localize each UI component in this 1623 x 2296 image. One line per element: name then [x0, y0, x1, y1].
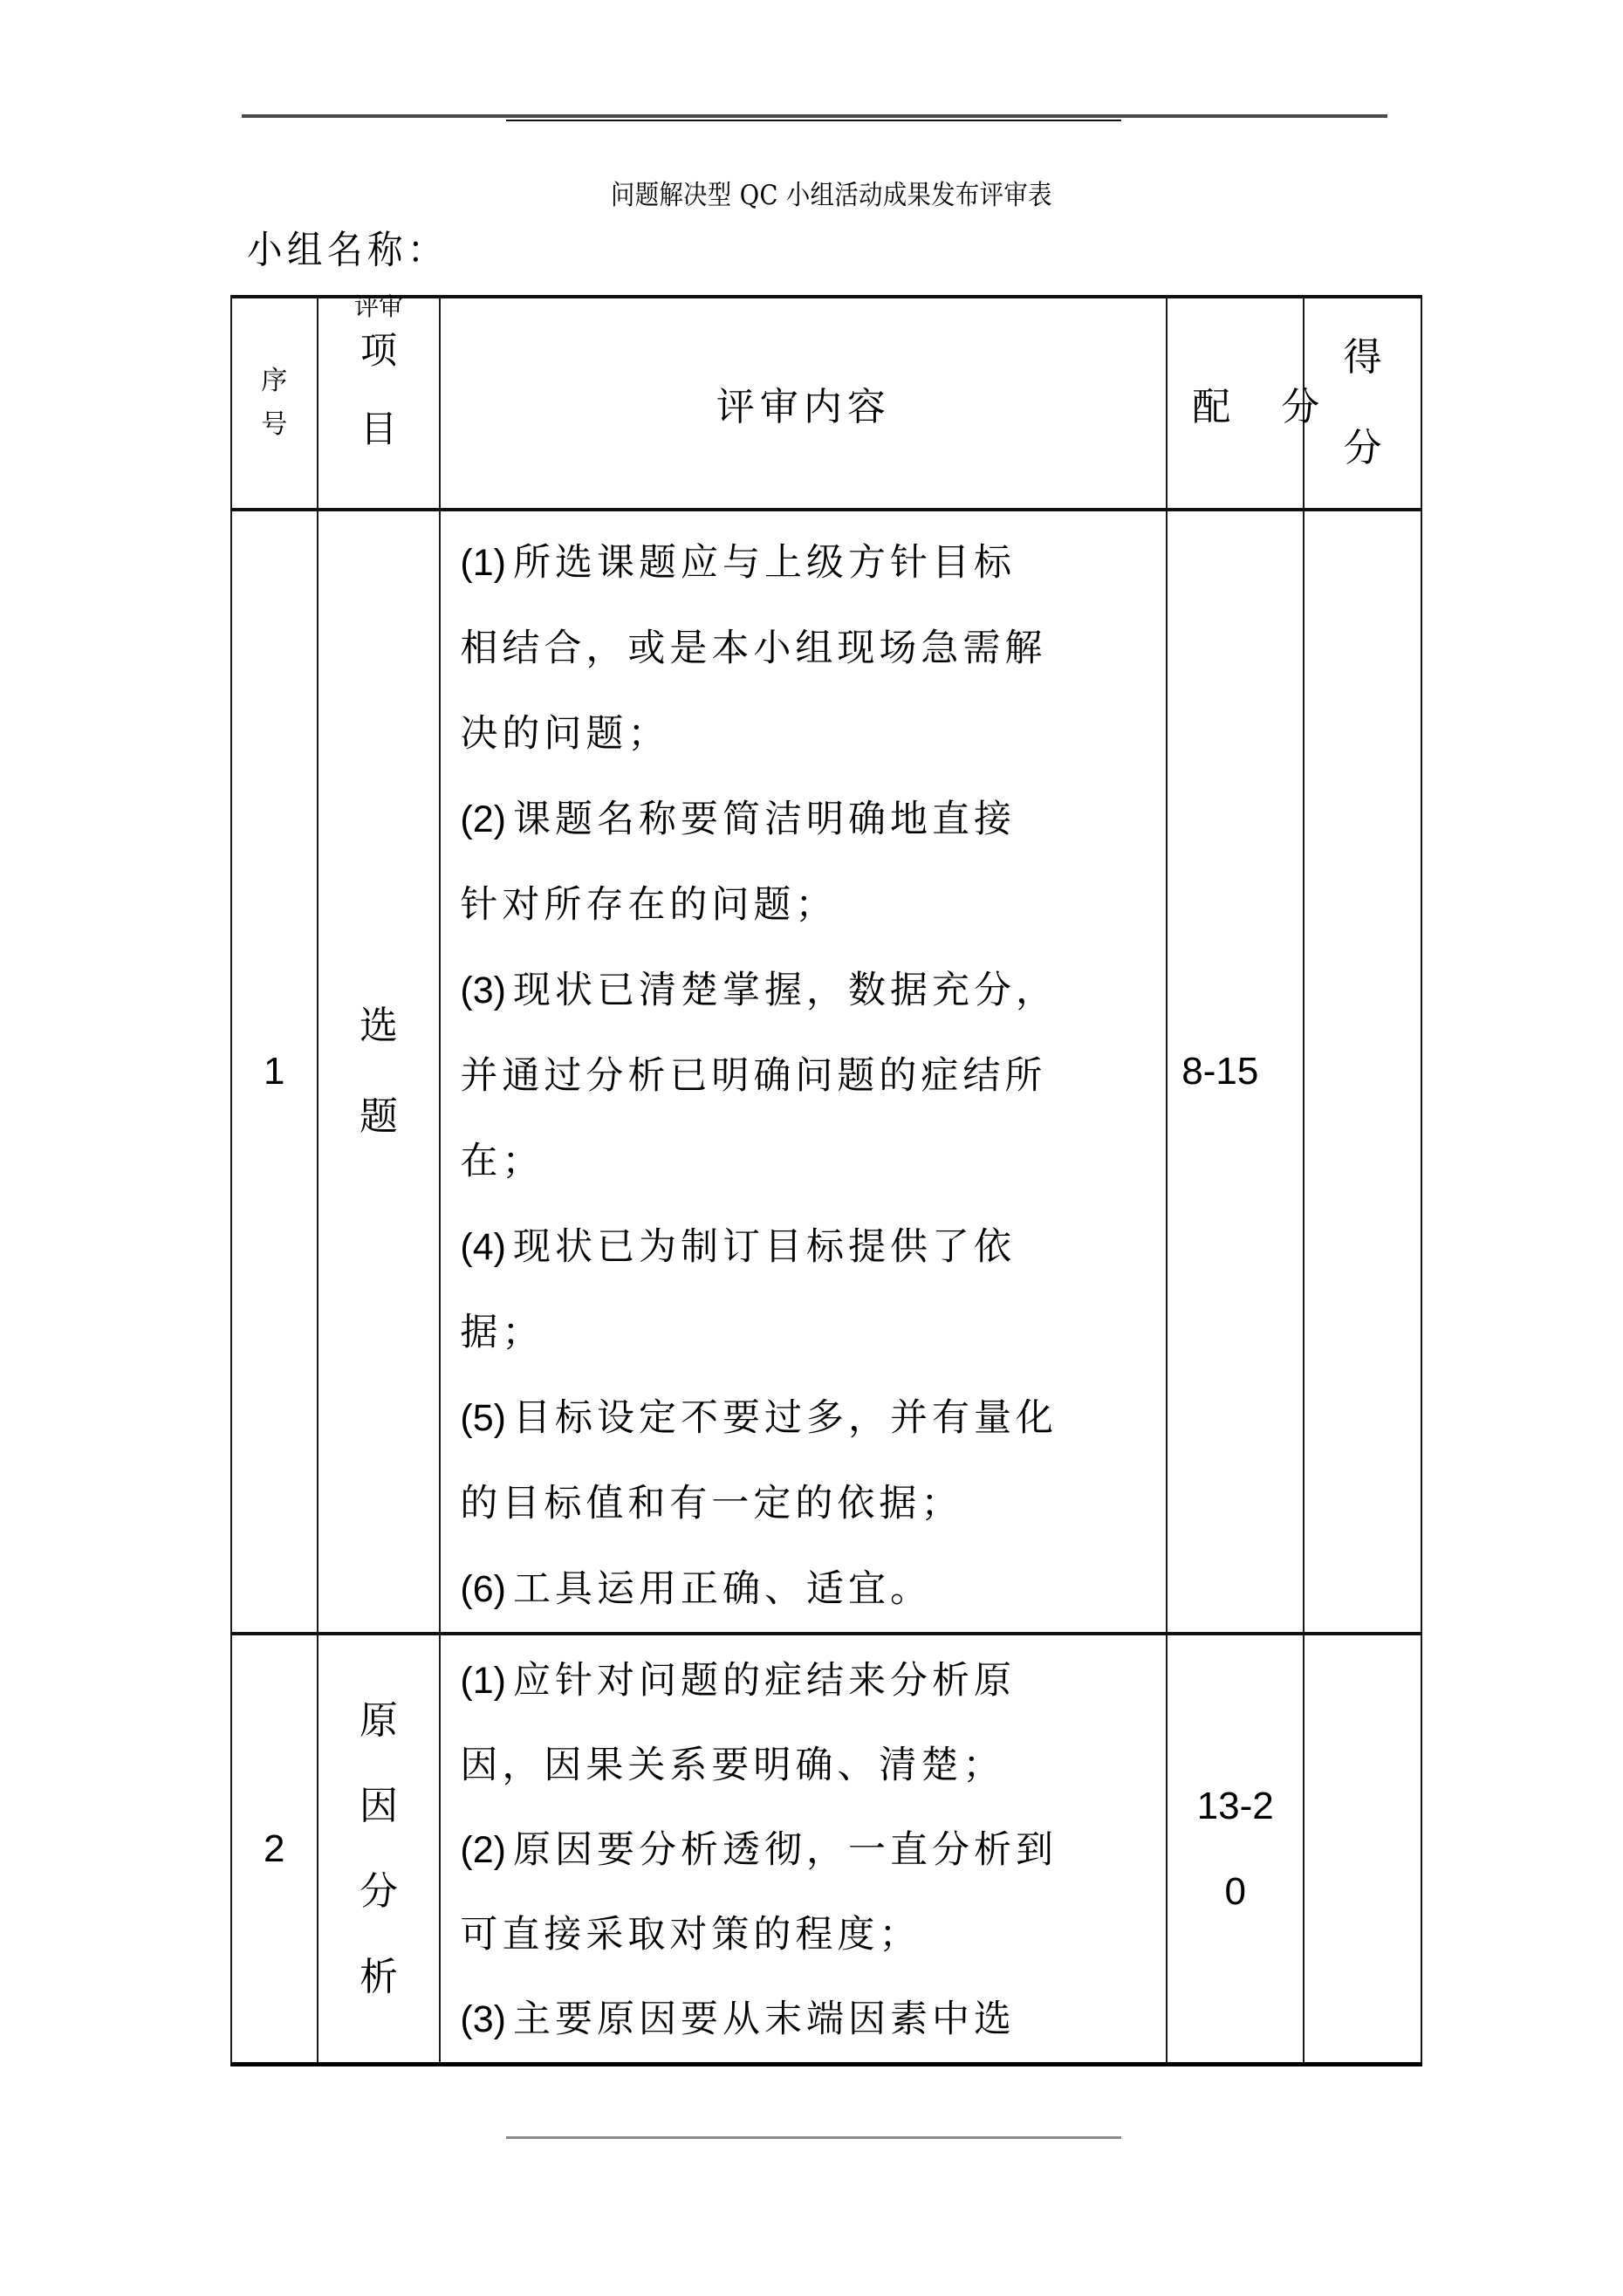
- header-rule-thin: [506, 120, 1121, 121]
- group-name-label: 小组名称：: [247, 228, 448, 272]
- header-serial-no: 序 号: [231, 297, 318, 510]
- header-score-obtained: 得 分: [1304, 297, 1421, 510]
- row-serial-no: 1: [231, 510, 318, 1634]
- row-review-content: (1) 所选课题应与上级方针目标 相结合，或是本小组现场急需解 决的问题； (2) 课题名称要简洁明确地直接 针对所存在的问题； (3) 现状已清楚掌握，数据充分， 并通过分析已明确问题的症结所 在； (4) 现状已为制订目标提供了依 据； (5) 目标设定不要过多，并有量化 的目标值和有一定的依据； (6) 工具运用正确、适宜。: [440, 510, 1167, 1634]
- table-row: [231, 1634, 1421, 2065]
- header-score-allotted: 配 分: [1167, 297, 1304, 510]
- review-table: [230, 292, 1422, 2066]
- row-review-item: 选 题: [318, 510, 441, 1634]
- document-title: 问题解决型 QC 小组活动成果发布评审表: [611, 180, 1052, 211]
- row-score-allotted: 13-2 0: [1167, 1634, 1304, 2065]
- header-rule-thick: [242, 114, 1387, 118]
- row-score-obtained-field[interactable]: [1304, 1634, 1421, 2065]
- table-header-row: [231, 297, 1421, 510]
- footer-rule: [506, 2136, 1121, 2139]
- header-review-content: 评审内容: [440, 297, 1167, 510]
- row-serial-no: 2: [231, 1634, 318, 2065]
- table-row: [231, 510, 1421, 1634]
- row-score-obtained-field[interactable]: [1304, 510, 1421, 1634]
- row-review-content: (1) 应针对问题的症结来分析原 因，因果关系要明确、清楚； (2) 原因要分析透彻，一直分析到 可直接采取对策的程度； (3) 主要原因要从末端因素中选: [440, 1634, 1167, 2065]
- header-review-item: 评审 项 目: [318, 297, 441, 510]
- row-score-allotted: 8-15: [1167, 510, 1304, 1634]
- row-review-item: 原 因 分 析: [318, 1634, 441, 2065]
